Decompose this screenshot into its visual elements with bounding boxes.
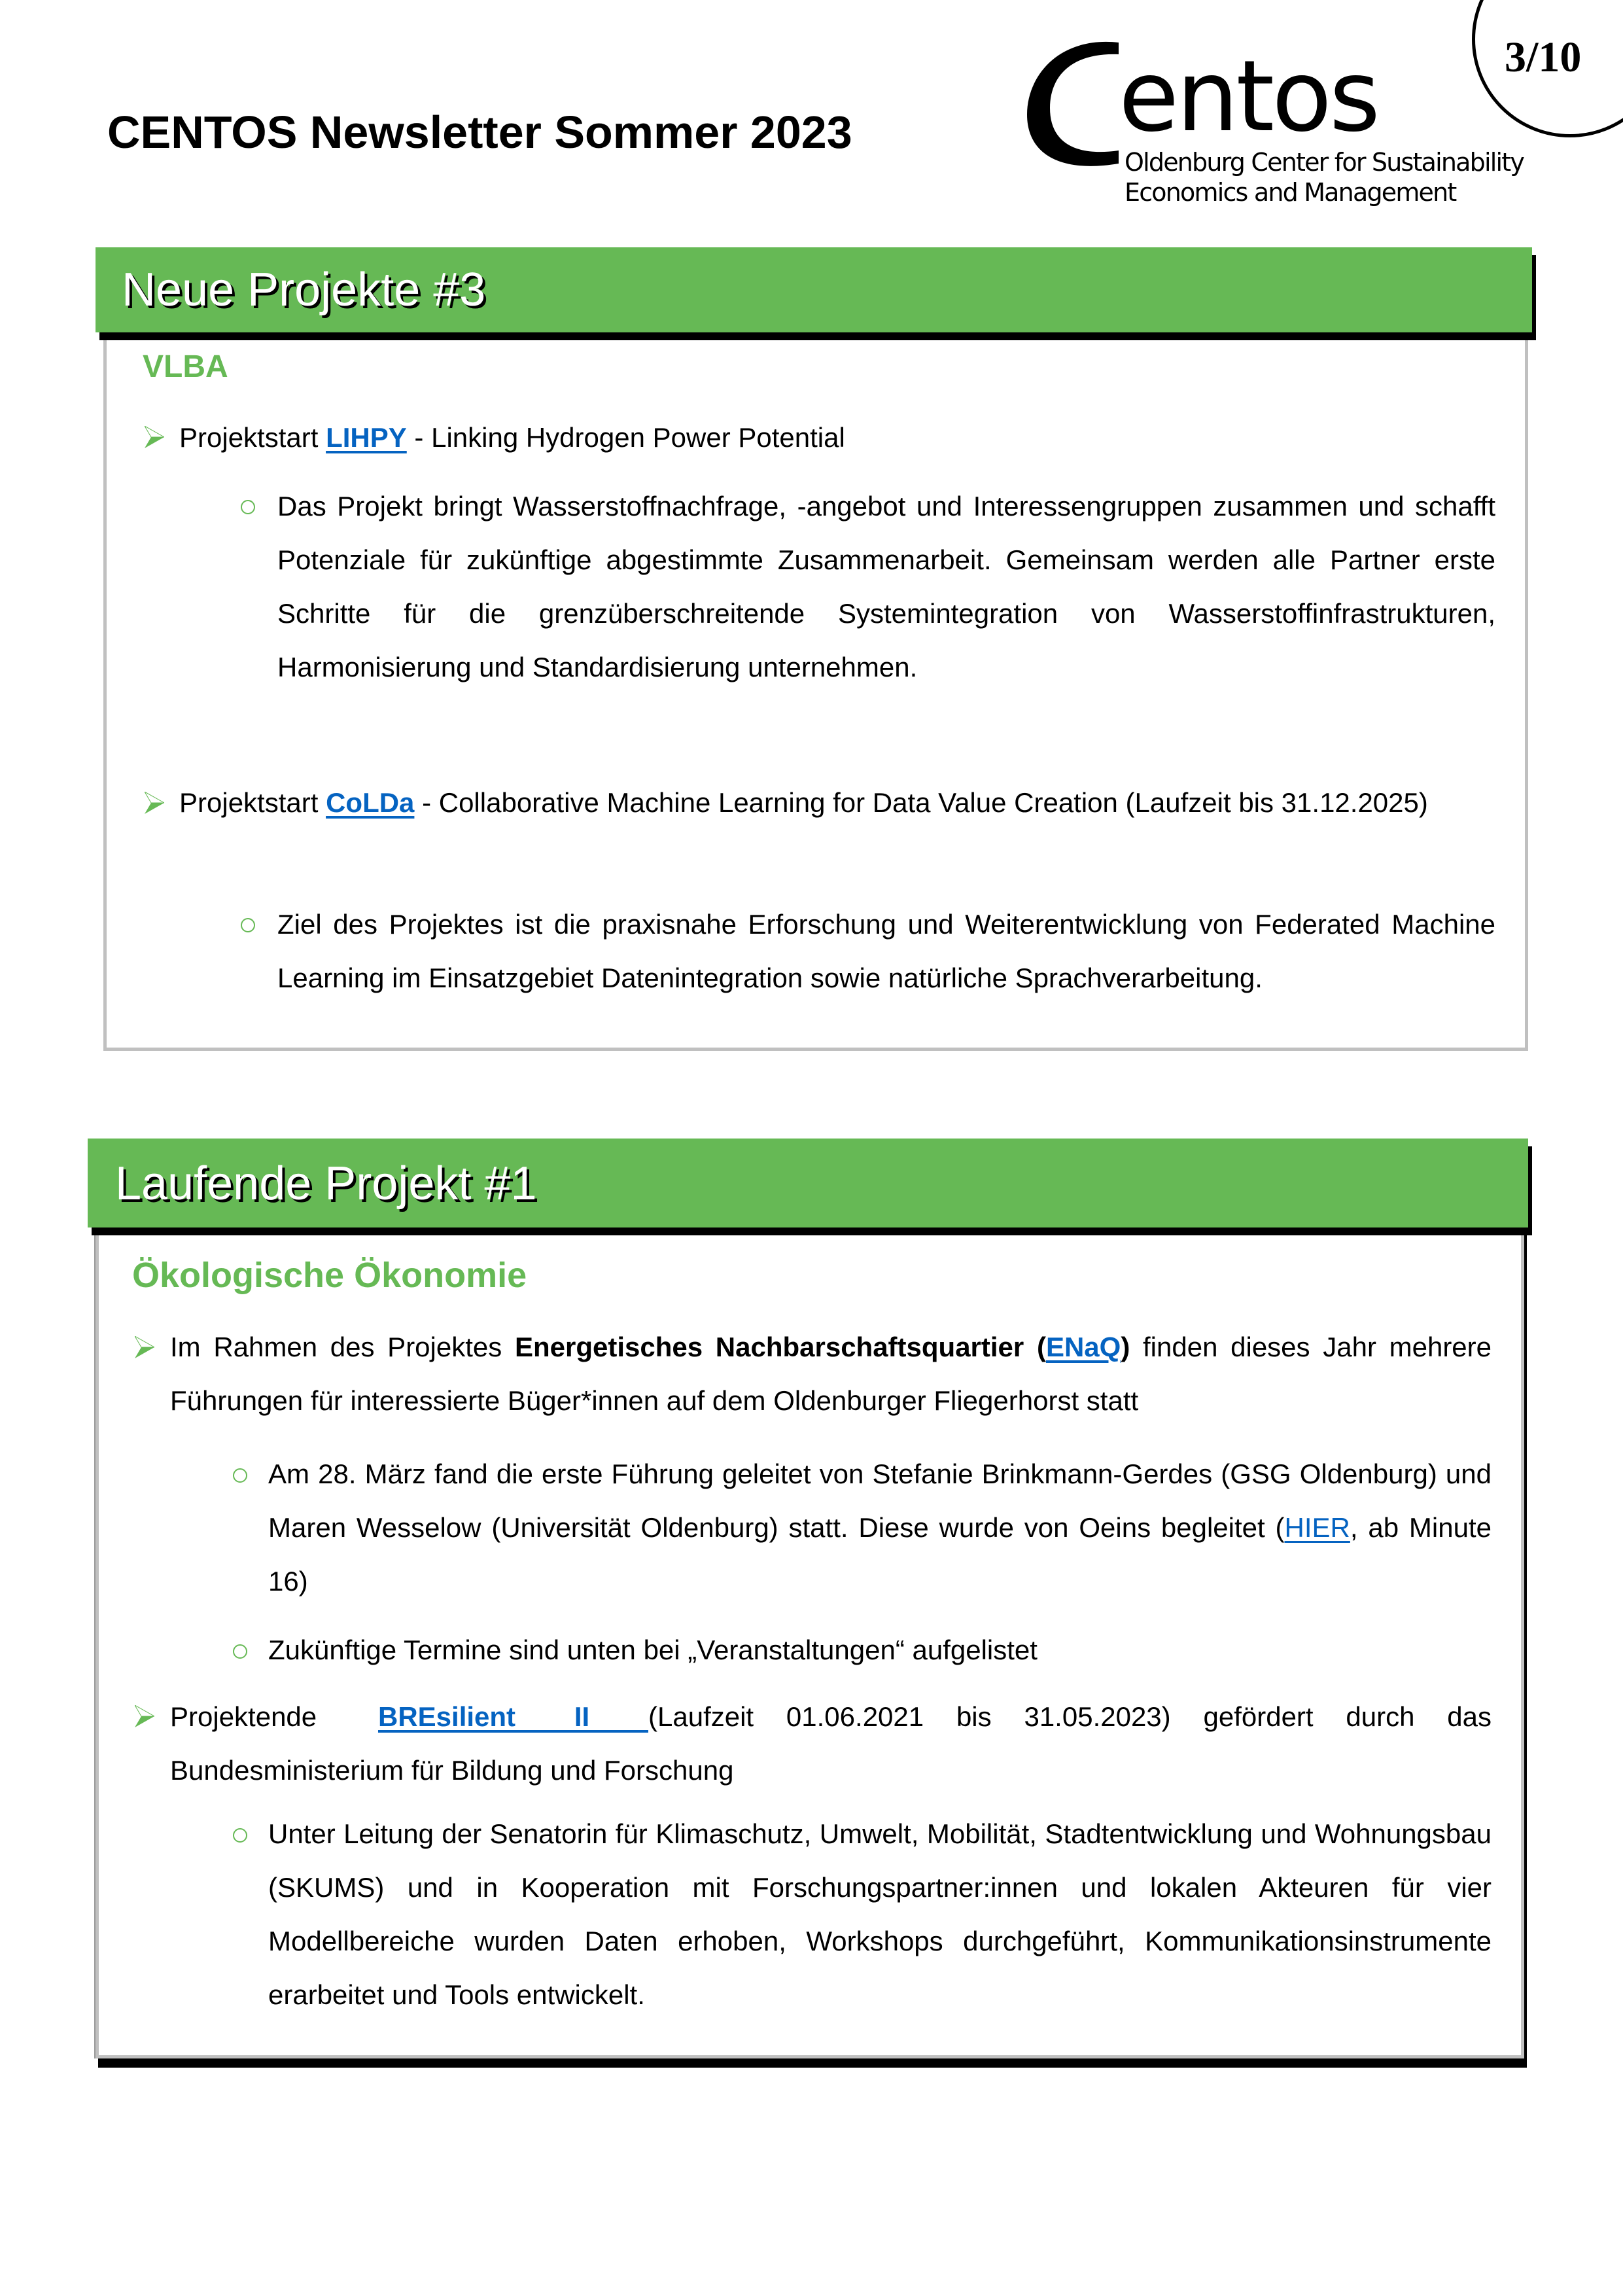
circle-bullet-icon — [233, 1828, 247, 1843]
sub-bullet-termine: Zukünftige Termine sind unten bei „Veranstaltungen“ aufgelistet — [268, 1634, 1038, 1665]
bullet-enaq — [170, 1320, 1492, 1428]
bullet-prefix: Im Rahmen des Projektes — [170, 1332, 515, 1362]
centos-logo — [1021, 36, 1544, 206]
circle-bullet-icon — [233, 1644, 247, 1659]
section-heading: Neue Projekte #3 — [122, 264, 486, 316]
bullet-bresilient — [170, 1690, 1492, 1797]
bullet-suffix: finden dieses Jahr mehrere Führungen für interessierte Büger*innen auf dem Oldenburger Fliegerhorst statt — [170, 1332, 1492, 1416]
arrow-bullet-icon — [145, 426, 164, 448]
sub-bullet-text: Am 28. März fand die erste Führung geleitet von Stefanie Brinkmann-Gerdes (GSG Oldenburg) und Maren Wesselow (Universität Oldenburg) statt. Diese wurde von Oeins begleitet ( — [268, 1458, 1492, 1543]
logo-wordmark: entos — [1119, 40, 1378, 154]
circle-bullet-icon — [241, 500, 255, 514]
bullet-prefix: Projektstart — [179, 787, 326, 818]
section-subheading: VLBA — [143, 349, 228, 384]
circle-bullet-icon — [233, 1468, 247, 1483]
circle-bullet-icon — [241, 918, 255, 932]
arrow-bullet-icon — [135, 1705, 154, 1727]
logo-subtitle — [1125, 147, 1524, 207]
bullet-suffix: - Linking Hydrogen Power Potential — [406, 422, 845, 453]
section-heading: Laufende Projekt #1 — [115, 1157, 537, 1210]
section-subheading: Ökologische Ökonomie — [132, 1256, 527, 1295]
sub-bullet-fuehrung — [268, 1447, 1492, 1608]
link-hier[interactable]: HIER — [1284, 1512, 1350, 1543]
bullet-colda — [179, 776, 1495, 830]
section-neue-projekte — [96, 247, 1532, 1052]
bullet-prefix: Projektende — [170, 1701, 378, 1732]
section-header — [88, 1139, 1528, 1227]
logo-subtitle-line2: Economics and Management — [1125, 178, 1456, 207]
link-enaq[interactable]: ENaQ — [1045, 1332, 1121, 1362]
section-laufende-projekte — [88, 1139, 1528, 2068]
newsletter-title: CENTOS Newsletter Sommer 2023 — [107, 107, 852, 158]
sub-bullet-text: , ab Minute 16) — [268, 1512, 1492, 1597]
paren-close: ) — [1121, 1332, 1130, 1362]
section-header — [96, 247, 1532, 332]
paren-open: ( — [1024, 1332, 1046, 1362]
sub-bullet-lihpy-text: Das Projekt bringt Wasserstoffnachfrage, -angebot und Interessengruppen zusammen und schafft Potenziale für zukünftige abgestimmte Zusammenarbeit. Gemeinsam werden alle Partner erste Schritte für die grenzüberschreitende Systemintegration von Wasserstoffinfrastrukturen, Harmonisierung und Standardisierung unternehmen. — [277, 491, 1495, 682]
bullet-prefix: Projektstart — [179, 422, 326, 453]
logo-subtitle-line1: Oldenburg Center for Sustainability — [1125, 148, 1524, 177]
sub-bullet-skums: Unter Leitung der Senatorin für Klimaschutz, Umwelt, Mobilität, Stadtentwicklung und Wohnungsbau (SKUMS) und in Kooperation mit Forschungspartner:innen und lokalen Akteuren für vier Modellbereiche wurden Daten erhoben, Workshops durchgeführt, Kommunikationsinstrumente erarbeitet und Tools entwickelt. — [268, 1818, 1492, 2010]
page-indicator: 3/10 — [1505, 33, 1582, 81]
link-bresilient[interactable]: BREsilient II — [377, 1701, 649, 1732]
project-name: Energetisches Nachbarschaftsquartier — [514, 1332, 1024, 1362]
link-colda[interactable]: CoLDa — [326, 787, 415, 818]
bullet-lihpy — [179, 411, 1488, 465]
arrow-bullet-icon — [145, 792, 164, 814]
link-lihpy[interactable]: LIHPY — [326, 422, 407, 453]
bullet-suffix: - Collaborative Machine Learning for Data Value Creation (Laufzeit bis 31.12.2025) — [414, 787, 1428, 818]
bullet-suffix: (Laufzeit 01.06.2021 bis 31.05.2023) gefördert durch das Bundesministerium für Bildung und Forschung — [170, 1701, 1492, 1786]
sub-bullet-colda-text: Ziel des Projektes ist die praxisnahe Erforschung und Weiterentwicklung von Federated Machine Learning im Einsatzgebiet Datenintegration sowie natürliche Sprachverarbeitung. — [277, 909, 1495, 993]
arrow-bullet-icon — [135, 1336, 154, 1358]
